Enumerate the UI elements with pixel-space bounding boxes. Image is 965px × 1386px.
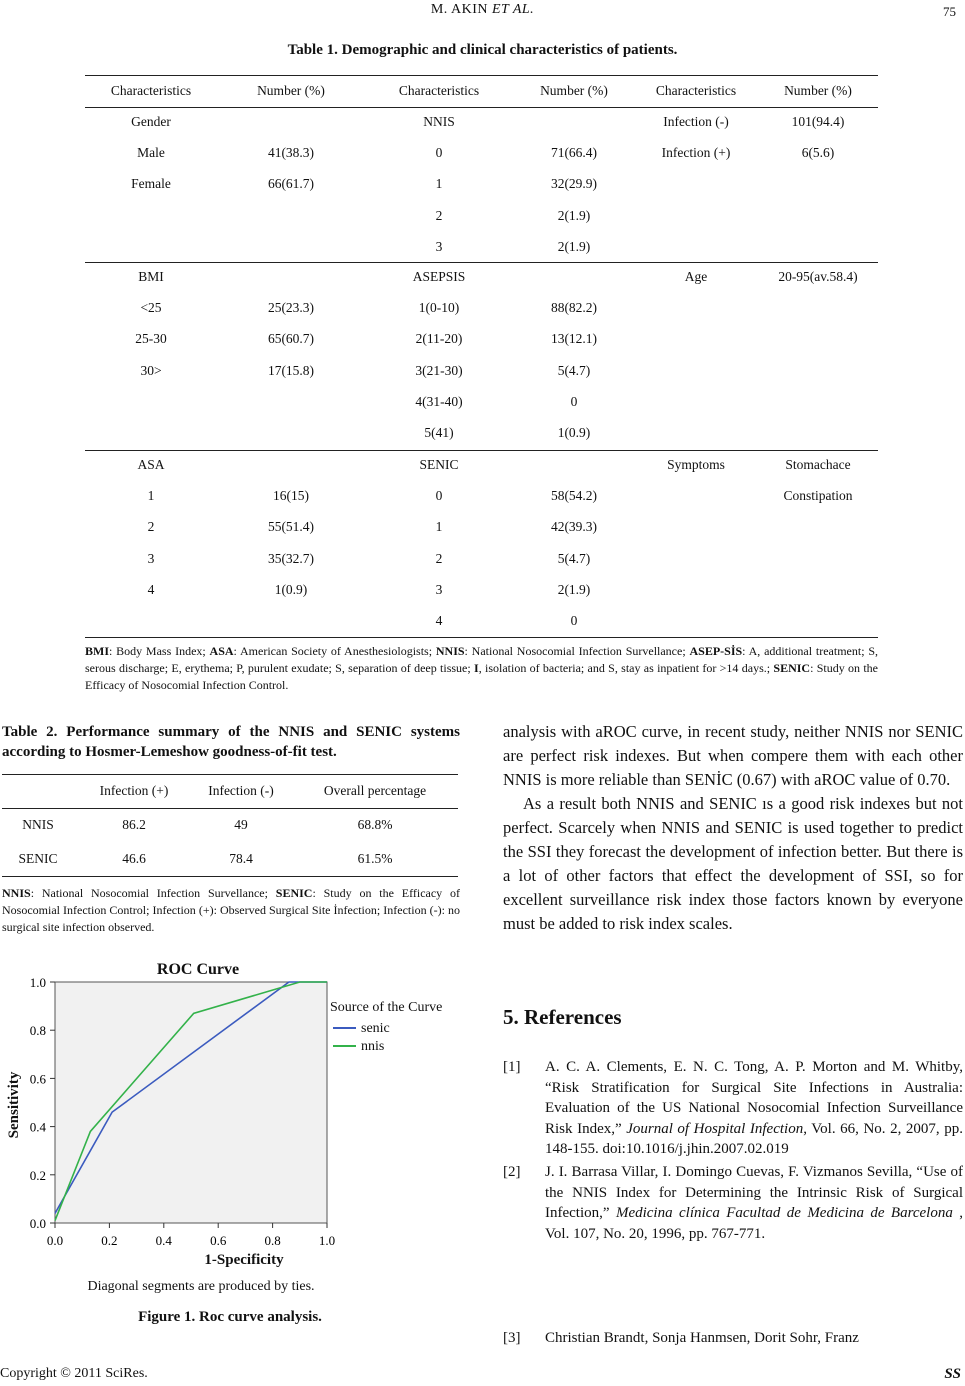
table2-cell: NNIS [22, 817, 54, 832]
chart-note: Diagonal segments are produced by ties. [87, 1279, 315, 1294]
table2-cell: SENIC [18, 851, 58, 866]
table2-header-cell: Infection (-) [208, 783, 274, 798]
reference-item [503, 1162, 963, 1244]
table1-cell: 2 [435, 207, 443, 223]
x-tick-label: 0.8 [264, 1233, 281, 1248]
table1-cell: 58(54.2) [550, 488, 598, 504]
table2-cell: 78.4 [229, 851, 253, 866]
table1-cell: 1 [147, 488, 155, 504]
table1-cell: BMI [138, 269, 164, 284]
table1-header-cell: Characteristics [655, 83, 737, 98]
table1-cell: Female [131, 176, 171, 192]
table1-header-cell: Number (%) [257, 83, 325, 98]
table1-cell: 3 [435, 238, 443, 254]
page-number: 75 [943, 4, 956, 19]
table1-cell: 20-95(av.58.4) [778, 269, 858, 284]
table1-header-cell: Number (%) [540, 83, 608, 98]
table1-cell: Gender [131, 114, 171, 129]
reference-number: [1] [503, 1059, 521, 1075]
reference-text: Christian Brandt, Sonja Hanmsen, Dorit Sohr, Franz [545, 1330, 859, 1346]
table2-header-cell: Infection (+) [99, 783, 169, 798]
reference-number: [3] [503, 1330, 521, 1346]
table1-cell: Stomachace [785, 457, 851, 472]
table1-footnote: BMI: Body Mass Index; ASA: American Society of Anesthesiologists; NNIS: National Nosocomial Infection Survellance; ASEP-SİS: A, additional treatment; S, serous discharge; E, erythema; P, purulent exudate; S, separation of deep tissue; I, isolation of bacteria; and S, stay as inpatient for >14 days.; SENIC: Study on the Efficacy of Nosocomial Infection Control. [85, 644, 879, 692]
table1-cell: 1 [435, 519, 443, 535]
table1-cell: 30> [140, 362, 162, 378]
reference-item [503, 1057, 963, 1160]
figure-caption: Figure 1. Roc curve analysis. [138, 1309, 322, 1325]
table1-cell: 3 [435, 581, 443, 597]
table1-cell: 2(11-20) [415, 331, 463, 347]
table1-cell: 13(12.1) [550, 331, 598, 347]
table1-cell: 2(1.9) [557, 238, 591, 254]
table1-cell: 1 [435, 176, 443, 192]
table2-header-rule [2, 808, 458, 809]
table1-cell: 25-30 [135, 331, 167, 347]
table1-cell: SENIC [419, 457, 459, 472]
copyright: Copyright © 2011 SciRes. [0, 1366, 148, 1381]
table1-cell: Age [684, 269, 708, 284]
plot-area [55, 982, 327, 1223]
table1-cell: 5(4.7) [557, 362, 591, 378]
table1-cell: Infection (-) [663, 114, 729, 129]
x-axis-label: 1-Specificity [204, 1252, 284, 1268]
x-tick-label: 0.4 [155, 1233, 172, 1248]
paragraph-1: analysis with aROC curve, in recent study, neither NNIS nor SENIC are perfect risk indexes. But when compere them with each other NNIS is more reliable than SENİC (0.67) with aROC value of 0.70. [503, 722, 963, 789]
table1-cell: Infection (+) [661, 145, 731, 161]
table1-cell: 101(94.4) [791, 114, 845, 129]
table1 [85, 0, 878, 640]
table2-cell: 86.2 [122, 817, 146, 832]
table1-cell: 1(0.9) [274, 581, 308, 597]
table1-cell: 2(1.9) [557, 207, 591, 223]
table1-cell: 0 [435, 488, 443, 504]
y-tick-label: 0.8 [29, 1023, 46, 1039]
table1-cell: 1(0.9) [557, 425, 591, 440]
table1-cell: Male [137, 145, 165, 161]
reference-text: J. I. Barrasa Villar, I. Domingo Cuevas, F. Vizmanos Sevilla, “Use of the NNIS Index for Determining the Intrinsic Risk of Surgical Infection,” Medicina clínica Facultad de Medicina de Barcelona , Vol. 107, No. 20, 1996, pp. 767-771. [545, 1164, 963, 1242]
y-tick-label: 0.2 [29, 1167, 46, 1183]
table1-cell: 71(66.4) [550, 145, 598, 161]
table2-cell: 61.5% [357, 851, 393, 866]
y-tick-label: 0.4 [29, 1119, 46, 1135]
table2-cell: 49 [234, 817, 248, 832]
table1-header-cell: Characteristics [110, 83, 192, 98]
table1-cell: ASA [137, 457, 165, 472]
table1-header-cell: Number (%) [784, 83, 852, 98]
legend-title: Source of the Curve [330, 1000, 443, 1015]
table1-cell: 32(29.9) [550, 176, 598, 192]
table1-cell: 41(38.3) [267, 145, 315, 161]
table1-cell: 5(41) [424, 425, 454, 440]
body-text [503, 720, 963, 936]
table1-cell: 0 [435, 145, 443, 161]
table1-cell: <25 [140, 300, 162, 316]
references-heading: 5. References [503, 1005, 622, 1029]
table1-cell: 88(82.2) [550, 300, 598, 316]
roc-curve-figure [0, 955, 462, 1300]
table1-cell: 4 [147, 581, 155, 597]
table1-cell: Constipation [783, 488, 853, 504]
table1-cell: Symptoms [667, 457, 725, 472]
table1-cell: 2 [147, 519, 155, 535]
chart-title: ROC Curve [156, 961, 240, 978]
table2-bottom-rule [2, 876, 458, 877]
x-tick-label: 1.0 [318, 1233, 336, 1248]
paragraph-2: As a result both NNIS and SENIC ıs a good risk indexes but not perfect. Scarcely when NNIS and SENIC is used together to predict the SSI they forecast the development of infection better. But there is a lot of other factors that effect the development of SSI, so for excellent surveillance risk index those factors known by everyone must be added to risk index scales. [503, 794, 963, 933]
table2-footnote: NNIS: National Nosocomial Infection Survellance; SENIC: Study on the Efficacy of Nosocomial Infection Control; Infection (+): Observed Surgical Site İnfection; Infection (-): no surgical site infection observed. [2, 886, 461, 934]
table1-cell: 6(5.6) [801, 145, 835, 161]
x-tick-label: 0.6 [210, 1233, 227, 1248]
legend-label-nnis: nnis [361, 1039, 385, 1054]
y-tick-label: 1.0 [29, 975, 46, 990]
table2-top-rule [2, 774, 458, 775]
table1-cell: 66(61.7) [267, 176, 315, 192]
table1-cell: 1(0-10) [418, 300, 460, 316]
reference-number: [2] [503, 1164, 521, 1180]
reference-item [503, 1328, 963, 1349]
table1-cell: 0 [570, 393, 578, 409]
table1-cell: 0 [570, 613, 578, 628]
x-tick-label: 0.2 [101, 1233, 118, 1248]
table1-cell: 2(1.9) [557, 581, 591, 597]
table1-cell: 42(39.3) [550, 519, 598, 535]
header-et-al: ET AL. [492, 2, 535, 17]
table1-cell: NNIS [423, 114, 455, 129]
legend-label-senic: senic [361, 1021, 390, 1036]
table2-header-cell: Overall percentage [323, 783, 427, 798]
table1-cell: ASEPSIS [412, 269, 466, 284]
table1-cell: 3 [147, 550, 155, 566]
x-tick-label: 0.0 [46, 1233, 64, 1248]
table1-cell: 35(32.7) [267, 550, 315, 566]
table2-cell: 46.6 [122, 851, 146, 866]
table1-header-cell: Characteristics [398, 83, 480, 98]
table1-cell: 4 [435, 613, 443, 628]
table1-cell: 4(31-40) [415, 393, 463, 409]
reference-text: A. C. A. Clements, E. N. C. Tong, A. P. Morton and M. Whitby, “Risk Stratification for Surgical Site Infections in Australia: Evaluation of the US National Nosocomial Infection Surveillance Risk Index,” Journal of Hospital Infection, Vol. 66, No. 2, 2007, pp. 148-155. doi:10.1016/j.jhin.2007.02.019 [545, 1059, 963, 1157]
y-axis-label: Sensitivity [6, 1071, 22, 1139]
table1-cell: 16(15) [273, 488, 309, 504]
table1-cell: 5(4.7) [557, 550, 591, 566]
table1-cell: 3(21-30) [415, 362, 463, 378]
journal-abbrev: SS [944, 1366, 961, 1382]
table1-cell: 17(15.8) [267, 362, 315, 378]
y-tick-label: 0.6 [29, 1071, 46, 1087]
table2-title: Table 2. Performance summary of the NNIS and SENIC systems according to Hosmer-Lemeshow goodness-of-fit test. [2, 724, 460, 760]
table2-cell: 68.8% [357, 817, 393, 832]
y-tick-label: 0.0 [29, 1216, 46, 1231]
table1-cell: 25(23.3) [267, 300, 315, 316]
table1-cell: 55(51.4) [267, 519, 315, 535]
table1-title: Table 1. Demographic and clinical characteristics of patients. [287, 42, 678, 58]
table1-cell: 65(60.7) [267, 331, 315, 347]
table1-cell: 2 [435, 550, 443, 566]
header-author: M. AKIN [430, 2, 488, 17]
